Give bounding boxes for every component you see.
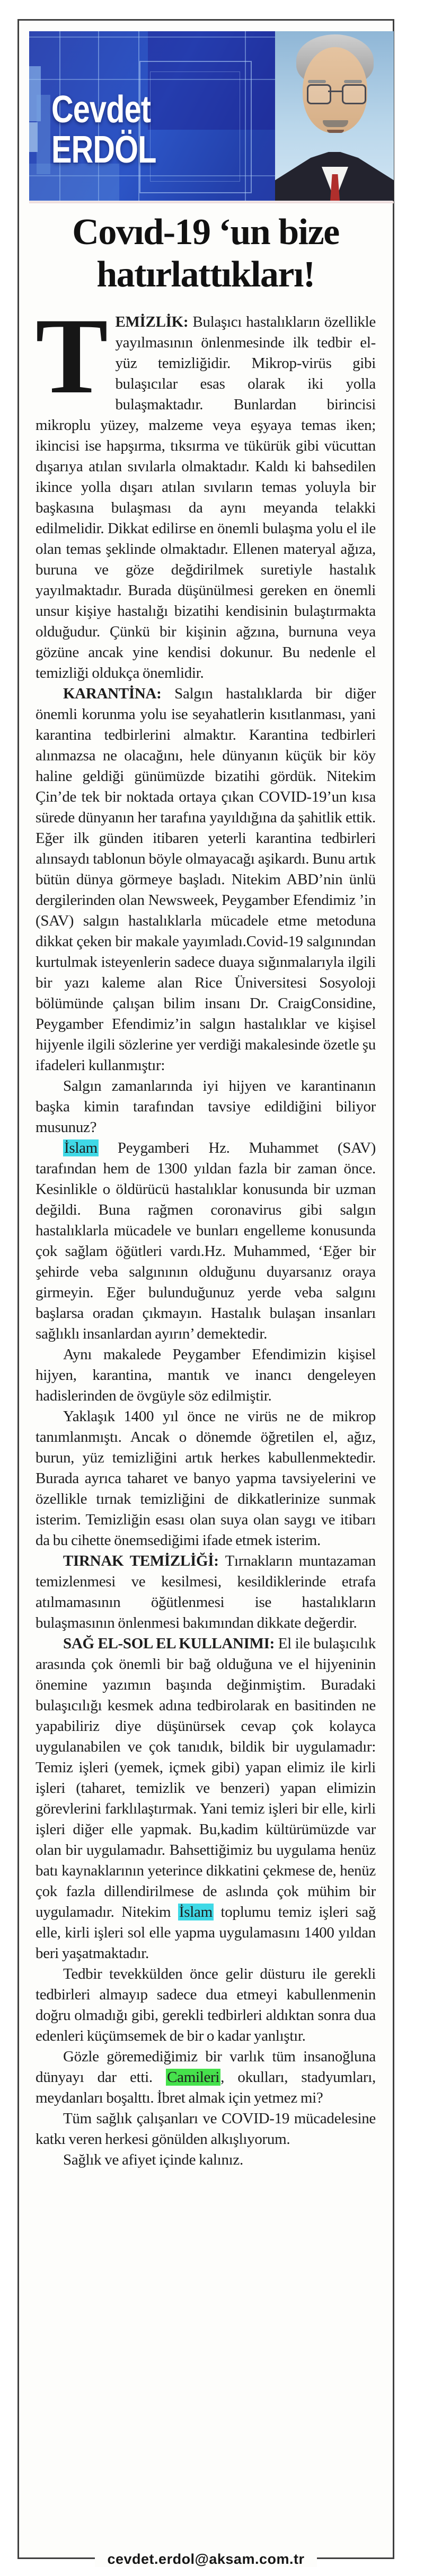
text-run: Salgın zamanlarında iyi hijyen ve karantinanın başka kimin tarafından tavsiye edildiğini biliyor musunuz?: [36, 1078, 376, 1136]
paragraph: [36, 1633, 376, 1964]
text-run: toplumu temiz işleri sağ elle, kirli işleri sol elle yapma uygulamasını 1400 yıldan beri yaşatmaktadır.: [36, 1904, 376, 1962]
portrait-mouth: [327, 130, 344, 133]
column-content: [36, 211, 376, 2170]
masthead: [29, 31, 394, 201]
text-run: Sağlık ve afiyet içinde kalınız.: [63, 2151, 243, 2168]
highlighted-term: İslam: [64, 1139, 98, 1156]
section-lead: SAĞ EL-SOL EL KULLANIMI:: [63, 1635, 278, 1652]
paragraph: [36, 2150, 376, 2170]
paragraph: [36, 1076, 376, 1138]
portrait-glasses-bridge: [328, 91, 342, 92]
text-run: El ile bulaşıcılık arasında çok önemli bir bağ olduğuna ve el hijyeninin önemine yazımın başında değinmiştim. Buradaki bulaşıcılığı kesmek adına tedbirolarak en basitinden ne yapabiliriz diye düşünürsek cevap çok kolayca uygulanabilen ve çok tanıdık, bildik bir uygulamadır: Temiz işleri (yemek, içmek gibi) yapan elimiz ile kirli işleri (taharet, temizlik ve benzeri) yapan elimizin görevlerini farklılaştırmak. Yani temiz işleri bir elle, kirli işleri diğer elle yapmak. Bu,kadim kültürümüzde var olan bir uygulamadır. Bahsettiğimiz bu uygulama henüz batı kaynaklarının yeterince dikkatini çekmese de, henüz çok fazla dillendirilmese de aslında çok mühim bir uygulamadır. Nitekim: [36, 1635, 376, 1920]
text-run: Tüm sağlık çalışanları ve COVID-19 mücadelesine katkı veren herkesi gönülden alkışlıyorum.: [36, 2110, 376, 2148]
paragraph: [36, 1344, 376, 1406]
portrait-eyebrow: [308, 80, 326, 83]
paragraph: [36, 2047, 376, 2108]
section-lead: EMİZLİK:: [115, 313, 193, 330]
portrait-eyebrow: [344, 80, 362, 83]
paragraph: [36, 296, 376, 684]
paragraph: [36, 1551, 376, 1633]
paragraph: [36, 1964, 376, 2047]
text-run: Aynı makalede Peygamber Efendimizin kişisel hijyen, karantina, mantık ve inancı dengeleyen hadislerinden de övgüyle söz edilmiştir.: [36, 1346, 376, 1404]
article-body: [36, 296, 376, 2170]
author-last-name: ERDÖL: [51, 129, 156, 171]
article-frame: [17, 19, 394, 2567]
masthead-decoration: [150, 71, 240, 182]
author-name: [51, 89, 156, 170]
text-run: Salgın hastalıklarda bir diğer önemli korunma yolu ise seyahatlerin kısıtlanması, yani karantina tedbirlerini almaktır. Karantina tedbirleri alınmazsa ne olacağını, hele dünyanın küçük bir köy haline geldiği günümüzde bizatihi gördük. Nitekim Çin’de tek bir noktada ortaya çıkan COVID-19’un kısa sürede dünyanın her tarafına yayıldığına da şahitlik ettik. Eğer ilk günden itibaren yeterli karantina tedbirleri alınsaydı tablonun böyle olmayacağı aşikardı. Bunu artık bütün dünya görmeye başladı. Nitekim ABD’nin ünlü dergilerinden olan Newsweek, Peygamber Efendimiz ’in (SAV) salgın hastalıklarla mücadele etme metoduna dikkat çeken bir makale yayımladı.Covid-19 salgınından kurtulmak isteyenlerin sadece duaya sığınmalarıyla ilgili bir yazı kaleme alan Rice Üniversitesi Sosyoloji bölümünde çalışan bilim insanı Dr. CraigConsidine, Peygamber Efendimiz’in salgın hastalıklar ve kişisel hijyenle ilgili sözlerine yer verdiği makalesinde özetle şu ifadeleri kullanmıştır:: [36, 685, 376, 1074]
section-lead: KARANTİNA:: [63, 685, 175, 702]
section-lead: TIRNAK TEMİZLİĞİ:: [63, 1552, 225, 1569]
author-first-name: Cevdet: [51, 88, 151, 131]
portrait-mustache: [323, 120, 348, 127]
text-run: Bulaşıcı hastalıkların özellikle yayılmasının önlenmesinde ilk tedbir el-yüz temizliğidir. Mikrop-virüs gibi bulaşıcılar esas olarak iki yolla bulaşmaktadır. Bunlardan birincisi mikroplu yüzey, malzeme veya eşyaya temas iken; ikincisi ise hapşırma, tıksırma ve tükürük gibi vücuttan dışarıya atılan sıvılarla olmaktadır. Kaldı ki bahsedilen ikince yolla dışarı atılan sıvıların temas yoluyla bir başkasına bulaşması da aynı meyanda telakki edilmelidir. Dikkat edilirse en önemli bulaşma yolu el ile olan temas şeklinde olmaktadır. Ellenen materyal ağıza, buruna ve göze değdirilmek suretiyle hastalık yayılmaktadır. Burada düşünülmesi gereken en önemli unsur kişiye hastalığı bizatihi kendisinin bulaştırmakta olduğudur. Çünkü bir kişinin ağzına, burnuna veya gözüne ancak yine kendisi dokunur. Bu nedenle el temizliği oldukça önemlidir.: [36, 313, 376, 681]
text-run: Tırnakların muntazaman temizlenmesi ve kesilmesi, kesildiklerinde etrafa atılmamasının öğütlenmesi ise hastalıkların bulaşmasının önlenmesi bakımından dikkate değerdir.: [36, 1552, 376, 1631]
paragraph: [36, 684, 376, 1076]
highlighted-term: Camileri: [167, 2069, 220, 2086]
author-email: cevdet.erdol@aksam.com.tr: [95, 2551, 317, 2567]
text-run: , okulları, stadyumları, meydanları boşalttı. İbret almak için yetmez mi?: [36, 2069, 376, 2106]
text-run: Gözle göremediğimiz bir varlık tüm insanoğluna dünyayı dar etti.: [36, 2048, 376, 2086]
page-title: Covıd-19 ‘un bize hatırlattıkları!: [72, 212, 339, 295]
paragraph: [36, 1406, 376, 1551]
portrait-glasses: [307, 84, 331, 104]
highlighted-term: İslam: [179, 1904, 213, 1920]
footer: [19, 2551, 393, 2568]
drop-cap: T: [36, 296, 108, 416]
masthead-underline: [29, 201, 394, 203]
text-run: Tedbir tevekkülden önce gelir düsturu ile gerekli tedbirleri almayıp sadece dua etmeyi kabullenmenin doğru olmadığı gibi, gerekli tedbirleri aldıktan sonra dua edenleri küçümsemek de bir o kadar yanlıştır.: [36, 1965, 376, 2044]
paragraph: [36, 1138, 376, 1344]
author-portrait: [275, 31, 394, 201]
text-run: Yaklaşık 1400 yıl önce ne virüs ne de mikrop tanımlanmıştı. Ancak o dönemde öğretilen el, ağız, burun, yüz temizliğini artık herkes kabullenmektedir. Burada ayrıca taharet ve banyo yapma tavsiyelerini ve özellikle tırnak temizliğini de dikkatlerinize sunmak isterim. Temizliğin esası olan suya olan saygı ve itibarı da bu cihette önemsediğimi ifade etmek isterim.: [36, 1408, 376, 1549]
portrait-glasses: [342, 84, 366, 104]
text-run: Peygamberi Hz. Muhammet (SAV) tarafından hem de 1300 yıldan fazla bir zaman önce. Kesinlikle o öldürücü hastalıklar konusunda bir uzman değildi. Buna rağmen coronavirus gibi salgın hastalıklarla mücadele ve bunları engelleme konusunda çok sağlam öğütleri vardı.Hz. Muhammed, ‘Eğer bir şehirde veba salgınının olduğunu duyarsanız oraya girmeyin. Eğer bulunduğunuz yerde veba salgını başlarsa oradan çıkmayın. Hastalık bulaşan insanları sağlıklı insanlardan ayırın’ demektedir.: [36, 1139, 376, 1342]
paragraph: [36, 2108, 376, 2150]
masthead-decoration: [37, 95, 50, 174]
